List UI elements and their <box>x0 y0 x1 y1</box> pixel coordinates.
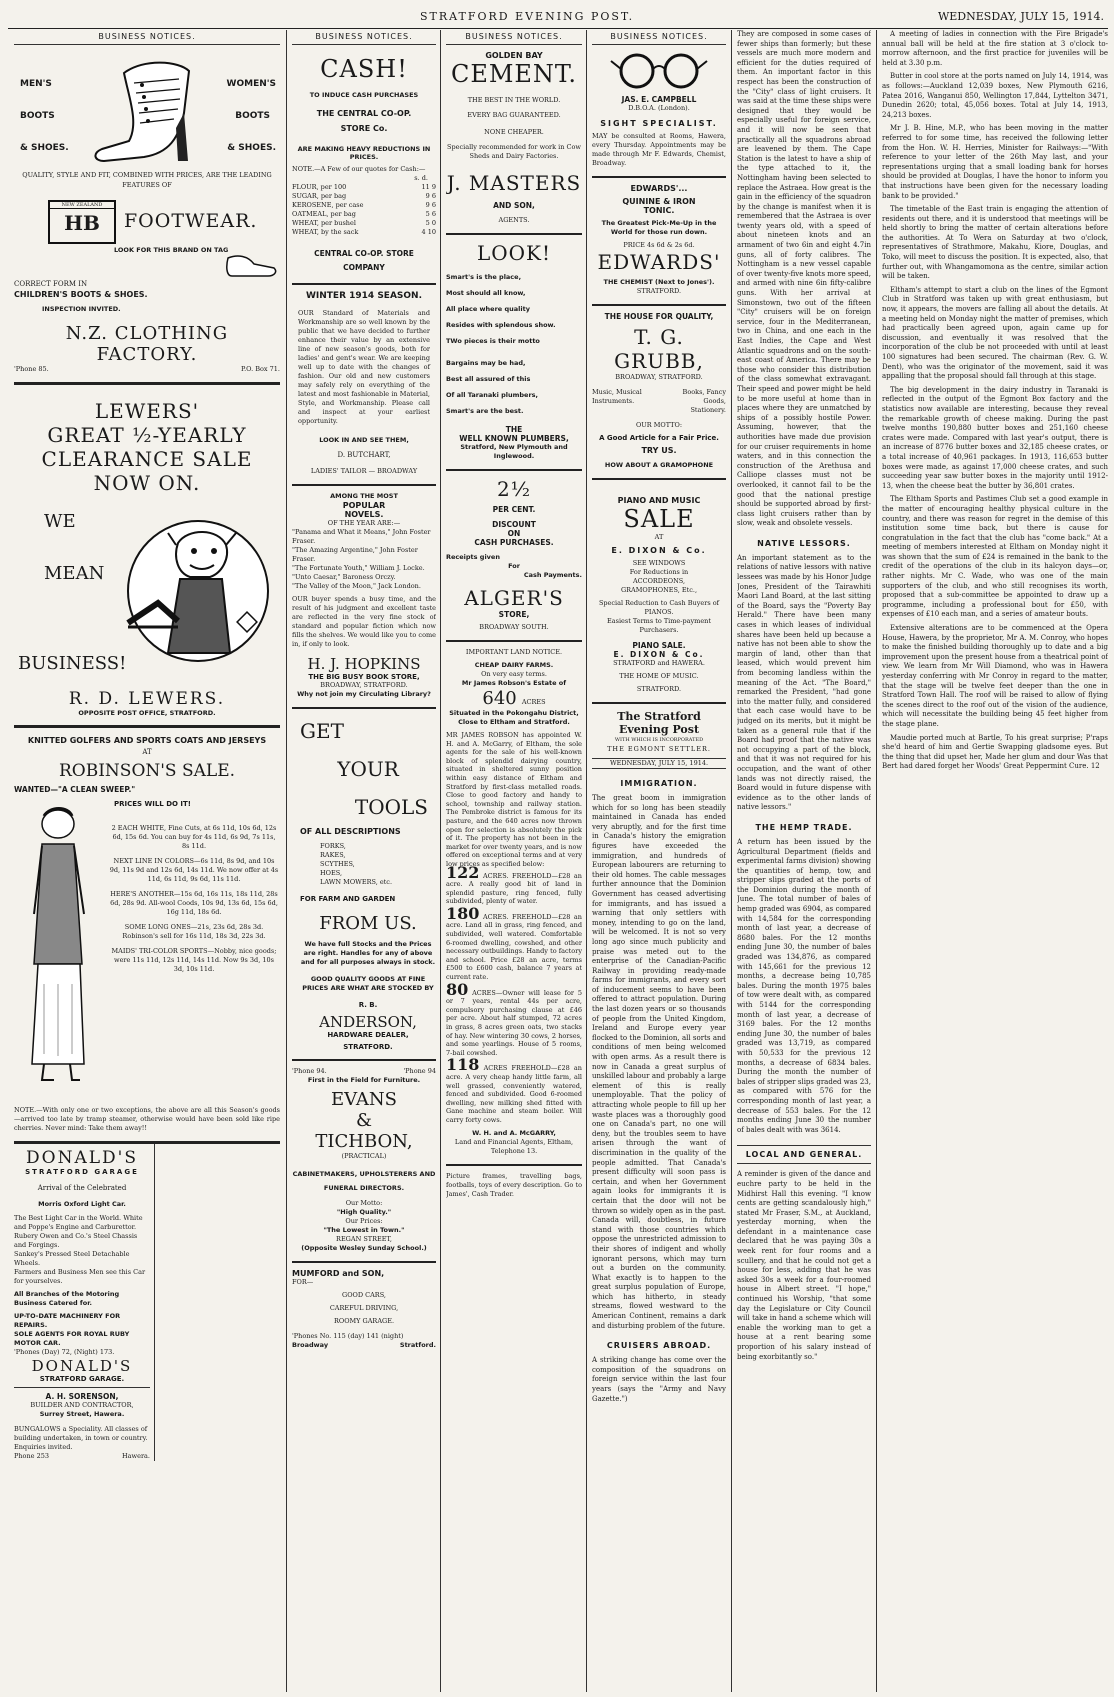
our-prices-label: Our Prices: <box>345 1216 383 1225</box>
tonic-word: TONIC. <box>643 206 675 215</box>
incorporated-text: WITH WHICH IS INCORPORATED <box>614 737 704 743</box>
list-item: TWo pieces is their motto <box>446 337 540 345</box>
boots-label: BOOTS <box>235 111 270 121</box>
now-on: NOW ON. <box>93 470 201 495</box>
piano-music: PIANO AND MUSIC <box>617 496 701 505</box>
lady-figure-illustration-icon <box>14 804 100 1084</box>
tailor-line: LADIES' TAILOR — BROADWAY <box>310 466 418 475</box>
list-item: All Branches of the Motoring Business Catered for. <box>14 1289 120 1307</box>
we-have-text: We have full Stocks and the Prices are right. Handles for any of above and for all purposes always in stock. <box>300 939 436 966</box>
news-paragraph: Extensive alterations are to be commenced at the Opera House, Hawera, by the proprietor, Mr A. M. Conroy, who hopes to make the finished building thoroughly up to date and a big improvement upon the present house from a theatrical point of view. We learn from Mr Will Diamond, who was in Hawera yesterday conferring with Mr Conroy in regard to the matter, that the stage will be twelve feet deeper than the one in Stratford Town Hall. The roof will be raised to allow of flying the scenes direct to the roof out of the vision of the audience, which will necessitate the building being 45 feet higher from the stage plane. <box>882 624 1108 728</box>
at-word: AT <box>654 533 664 541</box>
campbell-name: JAS. E. CAMPBELL <box>621 95 697 104</box>
column-header: BUSINESS NOTICES. <box>592 30 726 45</box>
list-item: Most should all know, <box>446 289 526 297</box>
settler-title: THE EGMONT SETTLER. <box>607 745 711 753</box>
news-paragraph: Mr J. B. Hine, M.P., who has been moving in the matter referred to for some time, has received the following letter from the Hon. W. H. Herries, Minister for Railways:—"With reference to your letter of the 26th May last, and your representations urging that a small loading bank for horses should be provided at Douglas, I have the honor to inform you that instructions have been given for the necessary loading bank to be provided." <box>882 124 1108 200</box>
price-items-list <box>108 818 280 980</box>
opposite-school: (Opposite Wesley Sunday School.) <box>301 1243 427 1252</box>
news-paragraph: The timetable of the East train is engaging the attention of residents out there, and it is understood that meetings will be held shortly to bring the matter of certain alterations before the authorities. At To Wera on Saturday at two o'clock, representatives of Strathmore, Makahu, Kiore, Douglas, and Toko, will meet to discuss the position. It is expected, also, that further out, with Whangamomona as the centre, similar action will be taken. <box>882 205 1108 281</box>
novels-text: NOVELS. <box>344 509 384 519</box>
pianos-word: PIANOS. <box>644 608 674 616</box>
cruisers-article-continued: They are composed in some cases of fewer ships than formerly; but these vessels are much more modern and efficient for the duties required of them. An important factor in this respect has been the construction of the "City" class of light cruisers. It was said at the time these ships were designed that they would be especially useful for foreign service, and it will now be seen that practically all the squadrons abroad are leavened by them. The Cape Station is the latest to have a ship of the type attached to it, the Nottingham having been selected to replace the Astraea. How great is the gain in the efficiency of the squadron by the change is manifest when it is remembered that the Astraea is over twenty years old, with a speed of about nineteen knots and an armament of two 6in and eight 4.7in guns, all of forty calibres. The Nottingham is a new vessel capable of over twenty-five knots more speed, and armed with nine 6in fifty-calibre guns. With her arrival at Simonstown, two out of the fifteen "City" cruisers will be on foreign service, four in the Mediterranean, two in China, and one each in the East Indies, the Cape and West Atlantic squadrons and on the south-east coast of America. There may be those who consider this distribution of the class somewhat extravagant. Their speed and power might be held to be more useful at home than in places where they are unmatched by ships of a possibly hostile Power. Assuming, however, that the authorities have made due provision for our cruiser requirements in home waters, and in this connection the construction of the Arethusa and Calliope classes must not be overlooked, it cannot fail to be the good that the national prestige should be supported abroad by first-class light cruisers rather than by slow, weak and obsolete vessels. <box>737 30 871 528</box>
price-row: SUGAR, per bag 9 6 <box>292 192 436 200</box>
winter-season: WINTER 1914 SEASON. <box>292 283 436 301</box>
and-son: AND SON, <box>493 201 535 210</box>
column-rule <box>876 30 877 1692</box>
on-word: ON <box>507 529 521 538</box>
circulating-library: Why not join my Circulating Library? <box>297 689 431 698</box>
sight-specialist: SIGHT SPECIALIST. <box>600 119 718 128</box>
donalds-heading: DONALD'S <box>26 1148 138 1168</box>
lot-item: 122 ACRES. FREEHOLD—£28 an acre. A really good bit of land in splendid pasture, ring fenced, fully subdivided, plenty of water. <box>446 862 582 906</box>
consult-text: MAY be consulted at Rooms, Hawera, every Thursday. Appointments may be made through Mr F. Edwards, Chemist, Broadway. <box>592 132 726 167</box>
news-paragraph: Butter in cool store at the ports named on July 14, 1914, was as follows:—Auckland 12,039 boxes, New Plymouth 6216, Patea 2016, Wanganui 850, Wellington 17,844, Lyttelton 3471, Dunedin 2620; total, 45,056 boxes. Total at July 14, 1913, 24,213 boxes. <box>882 72 1108 119</box>
evening-post-title: The Stratford Evening Post <box>617 710 701 736</box>
news-paragraph: The Eltham Sports and Pastimes Club set a good example in the matter of encouraging healthy physical culture in the country, and there was reason for regret in the demise of this institution some time back, but there is cause for congratulation in the fact that the club has "come back." At a meeting of members interested at Eltham on Monday night it was shown that the sum of £24 is remained in the bank to the credit of the operations of the club in its halcyon days—or, rather nights. Mr C. Wade, who was one of the main supporters of the club, and who still recognises its worth, proposed that a sub-committee be appointed to draw up a programme, including a professional bout for £50, with expenses of £10 each man, and a series of amateur bouts. <box>882 495 1108 619</box>
shoes-label: & SHOES. <box>227 143 276 153</box>
list-item: MAIDS' TRI-COLOR SPORTS—Nobby, nice goods; were 11s 11d, 12s 11d, 14s 11d. Now 9s 3d, 10s 3d, 10s 11d. <box>111 947 277 973</box>
high-quality: "High Quality." <box>336 1207 392 1216</box>
clearance-sale: CLEARANCE SALE <box>41 446 253 471</box>
practical-text: (PRACTICAL) <box>341 1151 387 1160</box>
alger-name: ALGER'S <box>464 586 564 610</box>
regan-street: REGAN STREET, <box>336 1234 392 1243</box>
column-header: BUSINESS NOTICES. <box>292 30 436 45</box>
special-reduction: Special Reduction to Cash Buyers of <box>598 599 720 607</box>
brand-letters: HB <box>64 211 100 235</box>
golden-bay: GOLDEN BAY <box>485 51 543 60</box>
first-in-field: First in the Field for Furniture. <box>307 1075 421 1084</box>
greatest-tonic: The Greatest Pick-Me-Up in the World for those run down. <box>601 219 717 236</box>
boots-advert <box>14 51 280 171</box>
motto-label: Our Motto: <box>345 1198 383 1207</box>
music-text: Music, Musical Instruments. <box>592 388 642 405</box>
boots-label: BOOTS <box>20 111 55 121</box>
roomy-garage: ROOMY GARAGE. <box>333 1316 395 1325</box>
childrens-boots: CHILDREN'S BOOTS & SHOES. <box>14 289 148 299</box>
cheap-dairy-farms: CHEAP DAIRY FARMS. <box>474 661 554 669</box>
look-in-text: LOOK IN AND SEE THEM, <box>319 436 409 444</box>
lot-item: 180 ACRES. FREEHOLD—£28 an acre. Land all in grass, ring fenced, and subdivided, well watered. Comfortable 6-roomed dwelling, cowshed, and other necessary outbuildings. Handy to factory and school. Price £28 an acre, terms £500 to £600 cash, balance 7 years at current rate. <box>446 903 582 982</box>
list-item: Farmers and Business Men see this Car for yourselves. <box>14 1267 146 1285</box>
list-item: Smart's are the best. <box>446 407 524 415</box>
price-row: FLOUR, per 100 11 9 <box>292 183 436 191</box>
acrostic-list <box>446 269 582 419</box>
cabinetmakers-text: CABINETMAKERS, UPHOLSTERERS AND FUNERAL DIRECTORS. <box>292 1169 436 1192</box>
central-store-company: CENTRAL CO-OP. STORE COMPANY <box>314 249 414 272</box>
phone-number: Phone 253 <box>14 1451 49 1460</box>
books-text: Books, Fancy Goods, Stationery. <box>682 388 726 414</box>
morris-car: Morris Oxford Light Car. <box>38 1199 126 1208</box>
list-item: SOME LONG ONES—21s, 23s 6d, 28s 3d. Robinson's sell for 16s 11d, 18s 3d, 22s 3d. <box>122 923 266 940</box>
masthead <box>0 0 1114 26</box>
none-cheaper: NONE CHEAPER. <box>484 128 544 136</box>
stratford-text: STRATFORD. <box>636 287 682 295</box>
well-known-plumbers: WELL KNOWN PLUMBERS, <box>459 434 569 443</box>
donalds-garage-ad <box>14 1144 155 1461</box>
stratford-text: STRATFORD. <box>343 1042 393 1051</box>
list-item: Best all assured of this <box>446 375 531 383</box>
donalds-heading: DONALD'S <box>31 1356 133 1375</box>
article-heading: CRUISERS ABROAD. <box>606 1341 712 1351</box>
butchart-name: D. BUTCHART, <box>337 451 391 459</box>
phone-number: 'Phone 85. <box>14 364 49 373</box>
boot-illustration-icon <box>84 53 214 169</box>
top-rule <box>8 28 1108 29</box>
good-cars: GOOD CARS, <box>342 1290 386 1299</box>
prices-will-do-it: PRICES WILL DO IT! <box>114 800 191 808</box>
column-rule <box>286 30 287 1692</box>
quality-text: QUALITY, STYLE AND FIT, COMBINED WITH PRICES, ARE THE LEADING FEATURES OF <box>22 171 272 189</box>
easiest-terms: Easiest Terms to Time-payment Purchasers. <box>607 617 711 634</box>
tichbon-name: TICHBON, <box>315 1130 413 1152</box>
list-item: "Panama and What it Means," John Foster Fraser. <box>292 527 431 545</box>
receipts-given: Receipts given <box>446 553 500 561</box>
price-row: WHEAT, by the sack 4 10 <box>292 228 436 236</box>
broadway-south: BROADWAY SOUTH. <box>479 623 549 631</box>
lot-item: 80 ACRES—Owner will lease for 5 or 7 years, rental 44s per acre, compulsory purchasing clause at £46 per acre. About half stumped, 72 acres in grass, 8 acres green oats, two stacks of hay. New wintering 30 cows, 2 horses, and some yearlings. House of 5 rooms, 7-bail cowshed. <box>446 979 582 1057</box>
list-item: Of all Taranaki plumbers, <box>446 391 539 399</box>
quinine-iron: QUININE & IRON <box>622 197 696 206</box>
mean-word: MEAN <box>44 562 105 584</box>
list-item: FORKS, <box>320 841 346 850</box>
knitted-golfers: KNITTED GOLFERS AND SPORTS COATS AND JERSEYS <box>27 735 267 745</box>
list-item: Rubery Owen and Co.'s Steel Chassis and Forgings. <box>14 1231 138 1249</box>
column-rule <box>586 30 587 1692</box>
dboa-text: D.B.O.A. (London). <box>628 104 690 112</box>
evans-name: EVANS <box>331 1088 397 1110</box>
easy-terms: On very easy terms. <box>481 670 547 678</box>
lot-item: 118 ACRES FREEHOLD—£28 an acre. A very cheap handy little farm, all well grassed, conveniently watered, fenced and subdivided. Good 6-roomed dwelling, new milking shed fitted with Gane machine and steam boiler. Will carry forty cows. <box>446 1055 582 1124</box>
list-item: NEXT LINE IN COLORS—6s 11d, 8s 9d, and 10s 9d, 11s 9d and 12s 6d, 14s 11d. We now offer at 4s 11d, 6s 11d, 9s 6d, 11s 11d. <box>109 857 279 883</box>
column-2: BUSINESS NOTICES. CASH! TO INDUCE CASH PURCHASES THE CENTRAL CO-OP. STORE Co. ARE MAKING HEAVY REDUCTIONS IN PRICES. NOTE.—A Few of our quotes for Cash:— s. d. FLOUR, per 100 11 9 SUGAR, per bag 9 6 KEROSENE, per case 9 6 OATMEAL, per bag 5 6 WHEAT, per bushel 5 0 WHEAT, by the sack 4 10 CENTRAL CO-OP. STORE COMPANY WINTER 1914 SEASON. OUR Standard of Materials and Workmanship are so well known by the public that we have decided to further enhance their value by an extensive line of new season's goods, both for ladies' and gent's wear. We are keeping well up to date with the changes of fashion. Our old and new customers may safely rely on everything of the latest and most fashionable in Material, Style, and Workmanship. Please call and inspect at your earliest opportunity. LOOK IN AND SEE THEM, D. BUTCHART, LADIES' TAILOR — BROADWAY AMONG THE MOST POPULAR NOVELS. OF THE YEAR ARE:— "Panama and What it Means," John Foster Fraser. "The Amazing Argentine," John Foster Fraser. "The Fortunate Youth," William J. Locke. "Unto Caesar," Baroness Orczy. "The Valley of the Moon," Jack London. OUR buyer spends a busy time, and the result of his judgment and excellent taste are reflected in the very fine stock of standard and popular fiction which now fills the shelves. We would like you to come in, if only to look. H. J. HOPKINS THE BIG BUSY BOOK STORE, BROADWAY, STRATFORD. Why not join my Circulating Library? GET YOUR TOOLS OF ALL DESCRIPTIONS FORKS, RAKES, SCYTHES, HOES, LAWN MOWERS, etc. FOR FARM AND GARDEN FROM US. We have full Stocks and the Prices are right. Handles for any of above and for all purposes always in stock. GOOD QUALITY GOODS AT FINE PRICES ARE WHAT ARE STOCKED BY R. B. ANDERSON, HARDWARE DEALER, STRATFORD. 'Phone 94. 'Phone 94 First in the Field for Furniture. EVANS & TICHBON, (PRACTICAL) CABINETMAKERS, UPHOLSTERERS AND FUNERAL DIRECTORS. Our Motto: "High Quality." Our Prices: "The Lowest in Town." REGAN STREET, (Opposite Wesley Sunday School.) MUMFORD and SON, FOR— GOOD CARS, CAREFUL DRIVING, ROOMY GARAGE. 'Phones No. 115 (day) 141 (night) Broadway Stratford. <box>292 32 436 1349</box>
native-lessors-article: An important statement as to the relations of native lessors with native lessees was made by his Honor Judge Jones, President of the Tairawhiti Maori Land Board, at the last sitting of the Board, says the "Poverty Bay Herald." There have been many cases in which leases of individual shares have been held up because a native has not been able to show the margin of land, other than that leased, which would prevent him from becoming landless within the meaning of the Act. "The Board," remarked the President, "had gone into the matter fully, and considered that each case would have to be judged on its merits, but it might be taken as a general rule that if the Board had proof that the native was not occupying a part of the block, and that it was not required for his occupation, and the want of other lands was not directly raised, the Board would in future dispense with evidence as to the other lands of native lessors." <box>737 553 871 812</box>
edwards-name: EDWARDS' <box>597 250 721 274</box>
clothing-factory-heading: N.Z. CLOTHING FACTORY. <box>65 322 229 365</box>
per-cent: PER CENT. <box>492 505 536 514</box>
popular-text: POPULAR <box>342 500 386 510</box>
list-item: HOES, <box>320 868 343 877</box>
central-coop: THE CENTRAL CO-OP. <box>316 109 412 118</box>
chemist-text: THE CHEMIST (Next to Jones'). <box>603 278 715 286</box>
cash-purchases: CASH PURCHASES. <box>474 538 554 547</box>
dixon-name: E. DIXON & Co. <box>611 546 707 555</box>
price-row: WHEAT, per bushel 5 0 <box>292 219 436 227</box>
good-article: A Good Article for a Fair Price. <box>599 434 719 442</box>
stratford-text: STRATFORD. <box>636 685 682 693</box>
masters-name: J. MASTERS <box>446 171 582 195</box>
of-year-text: OF THE YEAR ARE:— <box>327 518 401 527</box>
your-word: YOUR <box>337 756 399 781</box>
store-word: STORE, <box>498 610 530 619</box>
lowest-in-town: "The Lowest in Town." <box>323 1225 405 1234</box>
motto-label: OUR MOTTO: <box>635 421 683 429</box>
percent-value: 2½ <box>496 477 532 501</box>
good-quality-text: GOOD QUALITY GOODS AT FINE PRICES ARE WHAT ARE STOCKED BY <box>302 974 434 992</box>
list-item: "Unto Caesar," Baroness Orczy. <box>292 572 396 581</box>
womens-label: WOMEN'S <box>226 79 276 89</box>
phone-numbers: 'Phones No. 115 (day) 141 (night) <box>292 1331 404 1340</box>
we-mean-business-block <box>14 503 280 689</box>
farm-garden: FOR FARM AND GARDEN <box>300 894 396 903</box>
quotes-note: NOTE.—A Few of our quotes for Cash:— <box>292 165 426 173</box>
hardware-dealer: HARDWARE DEALER, <box>327 1030 409 1039</box>
shoes-label: & SHOES. <box>20 143 69 153</box>
discount-word: DISCOUNT <box>492 520 536 529</box>
footwear-heading: FOOTWEAR. <box>124 210 258 232</box>
list-item: Smart's is the place, <box>446 273 522 281</box>
buyer-text: OUR buyer spends a busy time, and the result of his judgment and excellent taste are reflected in the very fine stock of standard and popular fiction which now fills the shelves. We would like you to come in, if only to look. <box>292 594 436 648</box>
reductions-text: ARE MAKING HEAVY REDUCTIONS IN PRICES. <box>297 145 431 161</box>
tools-word: TOOLS <box>354 794 428 819</box>
for-label: FOR— <box>292 1277 314 1286</box>
best-in-world: THE BEST IN THE WORLD. <box>467 96 561 104</box>
stratford-text: Stratford. <box>399 1340 436 1349</box>
list-item: 'Phones (Day) 72, (Night) 173. <box>14 1347 115 1356</box>
shoe-icon <box>224 252 278 278</box>
wanted-clean-sweep: WANTED—"A CLEAN SWEEP." <box>14 785 136 794</box>
article-heading: THE HEMP TRADE. <box>755 822 853 832</box>
stratford-hawera: STRATFORD and HAWERA. <box>613 659 705 667</box>
induce-text: TO INDUCE CASH PURCHASES <box>309 91 419 99</box>
store-co: STORE Co. <box>340 124 388 133</box>
novel-list <box>292 528 436 591</box>
column-header: BUSINESS NOTICES. <box>14 30 280 45</box>
every-bag: EVERY BAG GUARANTEED. <box>467 111 561 119</box>
robinsons-sale: ROBINSON'S SALE. <box>58 761 236 781</box>
garage-heading: STRATFORD GARAGE. <box>39 1374 125 1383</box>
po-box: P.O. Box 71. <box>241 364 280 373</box>
list-item: UP-TO-DATE MACHINERY FOR REPAIRS. <box>14 1311 121 1329</box>
gramophones: GRAMOPHONES, Etc., <box>620 586 698 594</box>
list-item: LAWN MOWERS, etc. <box>320 877 393 886</box>
see-windows: SEE WINDOWS <box>632 559 686 567</box>
tool-list <box>320 842 436 887</box>
cash-payments: Cash Payments. <box>523 571 582 579</box>
cruisers-article: A striking change has come over the composition of the squadrons on foreign service within the last four years (says the "Army and Navy Gazette.") <box>592 1356 726 1403</box>
hb-brand-logo <box>48 200 116 244</box>
column-rule <box>440 30 441 1692</box>
we-word: WE <box>44 510 76 532</box>
robinson-note: NOTE.—With only one or two exceptions, the above are all this Season's goods—arrived too late by tramp steamer, otherwise would have been sold like ripe cherries. Never mind: Take them away!! <box>14 1106 280 1132</box>
immigration-article: The great boom in immigration which for so long has been steadily maintained in Canada has ended very abruptly, and for the first time in Canada's history the emigration figures have exceeded the immigration, and hundreds of European labourers are returning to their old homes. The cable messages further announce that the Dominion Government has ceased advertising for immigrants, and has issued a warning that only settlers with money, intending to go on the land, will be welcomed. It is not so very long ago since much publicity and praise was meted out to the enterprise of the Canadian-Pacific Railway in providing ready-made farms for immigrants, and every sort of inducement seems to have been offered to attract population. During the last dozen years or so thousands of people from the United Kingdom, Ireland and Europe every year flocked to the Dominion, all sorts and conditions of men being welcomed with open arms. As a result there is now in Canada a great surplus of unskilled labour and probably a large element of this is really unemployable. That the policy of attracting whole people to fill up her waste places was a thoroughly good one on Canada's part, no one will deny, but the troubles seem to have arisen through the want of discrimination in the quality of the people admitted. That Canada's present difficulty will soon pass is certain, and when her Government again looks for immigrants it is certain that the door will not be thrown so widely open as in the past. Canada will, doubtless, in future stand with those countries which oppose the unrestricted admission to their shores of indigent and wholly ignorant persons, which may turn out a burden on the community. What exactly is to happen to the great surplus population of Europe, which has hitherto, in steady streams, flowed westward to the American Continent, remains a dark and disturbing problem of the future. <box>592 794 726 1330</box>
phone-number: 'Phone 94. <box>292 1066 327 1075</box>
grubb-name: T. G. GRUBB, <box>614 325 704 373</box>
important-notice: IMPORTANT LAND NOTICE. <box>465 648 563 656</box>
house-quality: THE HOUSE FOR QUALITY, <box>604 312 714 321</box>
list-item: "The Valley of the Moon," Jack London. <box>292 581 421 590</box>
broadway-text: BROADWAY, STRATFORD. <box>615 373 703 381</box>
issue-date: WEDNESDAY, JULY 15, 1914. <box>592 758 726 769</box>
pictures-notice: Picture frames, travelling bags, footballs, toys of every description. Go to James', Cash Trader. <box>446 1164 582 1199</box>
list-item: "The Fortunate Youth," William J. Locke. <box>292 563 425 572</box>
list-item: HERE'S ANOTHER—15s 6d, 16s 11s, 18s 11d, 28s 6d, 28s 9d. All-wool Coods, 10s 9d, 13s 6d, 15s 6d, 16g 11d, 18s 6d. <box>110 890 278 916</box>
edwards-heading: EDWARDS'... <box>630 184 688 193</box>
telephone: Telephone 13. <box>490 1146 538 1155</box>
for-reductions: For Reductions in <box>629 568 689 576</box>
price-row: OATMEAL, per bag 5 6 <box>292 210 436 218</box>
column-rule <box>731 30 732 1692</box>
robson-estate: Mr James Robson's Estate of <box>461 679 567 687</box>
list-item: The Best Light Car in the World. White and Poppe's Engine and Carburettor. <box>14 1213 143 1231</box>
brand-nz: NEW ZEALAND <box>50 202 114 209</box>
at-word: AT <box>142 747 152 756</box>
look-heading: LOOK! <box>476 241 552 265</box>
list-item: RAKES, <box>320 850 346 859</box>
from-us: FROM US. <box>319 912 417 934</box>
inspection-invited: INSPECTION INVITED. <box>42 304 121 313</box>
list-item: Resides with splendous show. <box>446 321 556 329</box>
broadway-text: BROADWAY, STRATFORD. <box>320 680 408 689</box>
of-all-descriptions: OF ALL DESCRIPTIONS <box>300 826 401 836</box>
rb-initials: R. B. <box>358 1000 378 1009</box>
business-word: BUSINESS! <box>18 652 127 674</box>
land-notice-body: MR JAMES ROBSON has appointed W. H. and A. McGarry, of Eltham, the sole agents for the sale of his well-known block of splendid dairying country, situated in sheltered sunny position within easy distance of Eltham and Stratford by first-class metalled roads. Close to good factory and handy to school, township and railway station. The Pembroke district is famous for its pasture, and the 640 acres now thrown open for selection is absolutely the pick of it. The property has not been in the market for over twenty years, and is now offered on exceptional terms and at very low prices as specified below: <box>446 731 582 868</box>
try-us: TRY US. <box>641 446 677 455</box>
mumford-name: MUMFORD and SON, <box>292 1268 385 1278</box>
get-word: GET <box>300 718 344 743</box>
arrival-text: Arrival of the Celebrated <box>37 1184 127 1192</box>
news-paragraph: The big development in the dairy industry in Taranaki is reflected in the output of the Egmont Box factory and the statistics now available are interesting, because they reveal the remarkable growth of cheese making. During the past twelve months 190,880 butter boxes and 251,160 cheese crates were made. Compared with last year's output, there is an increase of 8776 butter boxes and 32,185 cheese crates, or a total increase of 40,961 packages. In 1913, 116,653 butter boxes were made, as against 17,000 cheese crates, and such succeeding year saw butter boxes in the majority until 1912-13, when the cheese beat the butter by 36,801 crates. <box>882 385 1108 490</box>
price-row: KEROSENE, per case 9 6 <box>292 201 436 209</box>
the-word: THE <box>505 425 523 434</box>
anderson-name: ANDERSON, <box>319 1012 417 1031</box>
masthead-date: WEDNESDAY, JULY 15, 1914. <box>937 10 1104 23</box>
bungalows-text: BUNGALOWS a Speciality. All classes of building undertaken, in town or country. Enquiries invited. <box>14 1424 148 1451</box>
great-yearly: GREAT ½-YEARLY <box>47 422 247 447</box>
list-item: All place where quality <box>446 305 530 313</box>
builder-text: BUILDER AND CONTRACTOR, <box>30 1400 134 1409</box>
local-general-article: A reminder is given of the dance and euchre party to be held in the Midhirst Hall this evening. "I know cents are getting scandalously high," stated Mr Fraser, S.M., at Auckland, yesterday morning, when the defendant in a maintenance case declared that he was paying 30s a week rent for four rooms and a scullery, and that he could not get a house for less, adding that he was asked 30s a week for a four-roomed house in Albert street. "I hope," continued his Worship, "that some day the Legislature or City Council will take in hand a scheme which will enable the working man to get a house at a rent bearing some proportion of his salary instead of being exorbitantly so." <box>737 1170 871 1361</box>
among-text: AMONG THE MOST <box>330 491 398 500</box>
opposite-post-office: OPPOSITE POST OFFICE, STRATFORD. <box>78 708 216 717</box>
ampersand: & <box>355 1109 373 1131</box>
standard-text: OUR Standard of Materials and Workmanship are so well known by the public that we have decided to further enhance their value by an extensive line of new season's goods, both for ladies' and gent's wear. We are keeping well up to date with the changes of fashion. Our old and new customers may safely rely on everything of the latest and most fashionable in Material, Style, and Workmanship. Please call and inspect at your earliest opportunity. <box>298 309 430 425</box>
cement-heading: CEMENT. <box>450 60 578 88</box>
hemp-trade-article: A return has been issued by the Agricultural Department (fields and experimental farms division) showing the quantities of hemp, tow, and stripper slips graded at the ports of the Dominion during the month of June. The total number of bales of hemp graded was 6904, as compared with 14,584 for the corresponding month of last year, a decrease of 8680 bales. For the 12 months ending June 30, the number of bales graded was 134,876, as compared with 145,661 for the previous 12 months, a decrease being 10,785 bales. During the month 1975 bales of tow were dealt with, as compared with 5144 for the corresponding month of last year, a decrease of 3169 bales. For the 12 months ending June 30, the number of bales graded was 13,719, as compared with 50,533 for the previous 12 months, a decrease of 6834 bales. During the month the number of bales of stripper slips graded was 23, as compared with 576 for the corresponding month of last year, a decrease of 553 bales. For the 12 months ending June 30 the number of bales dealt with was 3614. <box>737 837 871 1134</box>
spectacles-icon <box>609 51 709 91</box>
for-word: For <box>508 562 520 570</box>
acres-word: ACRES <box>521 698 546 706</box>
sorenson-name: A. H. SORENSON, <box>45 1391 119 1401</box>
list-item: Bargains may be had, <box>446 359 526 367</box>
price-list <box>292 183 436 237</box>
agents-label: AGENTS. <box>498 216 530 224</box>
article-heading: IMMIGRATION. <box>620 779 698 788</box>
situated-text: Situated in the Pokongahu District, Close to Eltham and Stratford. <box>449 709 579 726</box>
column-3 <box>446 30 582 1692</box>
list-item: SOLE AGENTS FOR ROYAL RUBY MOTOR CAR. <box>14 1329 130 1347</box>
sale-heading: SALE <box>623 505 695 533</box>
column-5 <box>737 30 871 1692</box>
column-6 <box>882 30 1108 1692</box>
dixon-name: E. DIXON & Co. <box>613 650 705 659</box>
piano-sale: PIANO SALE. <box>632 641 686 650</box>
mens-label: MEN'S <box>20 79 52 89</box>
list-item: "The Amazing Argentine," John Foster Fraser. <box>292 545 418 563</box>
mcgarry-name: W. H. and A. McGARRY, <box>472 1128 556 1137</box>
home-of-music: THE HOME OF MUSIC. <box>619 672 699 680</box>
town-name: Hawera. <box>121 1451 150 1460</box>
hopkins-name: H. J. HOPKINS <box>307 654 421 673</box>
newspaper-title: STRATFORD EVENING POST. <box>420 10 635 23</box>
gramophone-text: HOW ABOUT A GRAMOPHONE <box>604 461 714 469</box>
correct-form: CORRECT FORM IN <box>14 280 88 288</box>
specially-recommended: Specially recommended for work in Cow Sheds and Dairy Factories. <box>447 143 581 160</box>
footwear-brand-block <box>14 190 280 280</box>
news-paragraph: Eltham's attempt to start a club on the lines of the Egmont Club in Stratford was taken up with great enthusiasm, but now, it appears, the movers are falling all about the details. At a meeting held on Monday night the matter of premises, which had practically been agreed upon, again came up for discussion, and eventually it was resolved that the incorporation of the club be not proceeded with until at least 100 signatures had been secured. The chairman (Rev. G. W. Dent), who was the originator of the movement, said it was appalling that the proposal should fall through at this stage. <box>882 285 1108 381</box>
list-item: SCYTHES, <box>320 859 355 868</box>
cartoon-man-illustration-icon <box>118 503 278 679</box>
news-paragraph: Maudie ported much at Bartle, To his great surprise; P'raps she'd heard of him and Gertie Swapping gladsome eyes. But the thing that did upset her, Made her glum and dour Was that Bert had dared forget her Woods' Great Peppermint Cure. 12 <box>882 733 1108 771</box>
surrey-street: Surrey Street, Hawera. <box>39 1409 125 1418</box>
land-agents: Land and Financial Agents, Eltham, <box>454 1137 574 1146</box>
big-busy-bookstore: THE BIG BUSY BOOK STORE, <box>308 672 420 681</box>
list-item: Sankey's Pressed Steel Detachable Wheels. <box>14 1249 130 1267</box>
garage-heading: STRATFORD GARAGE <box>25 1168 139 1176</box>
acres-number: 640 <box>482 688 517 709</box>
article-heading: LOCAL AND GENERAL. <box>737 1145 871 1164</box>
phone-number: 'Phone 94 <box>403 1066 436 1075</box>
list-item: 2 EACH WHITE, Fine Cuts, at 6s 11d, 10s 6d, 12s 6d, 15s 6d. You can buy for 4s 11d, 6s 9d, 7s 11s, 8s 11d. <box>111 824 277 850</box>
locations-text: Stratford, New Plymouth and Inglewood. <box>460 443 568 460</box>
broadway-text: Broadway <box>292 1340 329 1349</box>
accordeons: ACCORDEONS, <box>632 577 686 585</box>
look-for-brand: LOOK FOR THIS BRAND ON TAG <box>114 246 229 254</box>
lewers-heading: LEWERS' <box>94 398 200 423</box>
price-text: PRICE 4s 6d & 2s 6d. <box>623 241 695 249</box>
column-4 <box>592 30 726 1692</box>
cash-heading: CASH! <box>320 55 408 83</box>
news-paragraph: A meeting of ladies in connection with the Fire Brigade's annual ball will be held at the fire station at 3 o'clock to-morrow afternoon, and the first practice for juveniles will be held at 3.30 p.m. <box>882 30 1108 67</box>
article-heading: NATIVE LESSORS. <box>757 538 851 548</box>
careful-driving: CAREFUL DRIVING, <box>329 1303 399 1312</box>
column-header: BUSINESS NOTICES. <box>446 30 582 45</box>
column-1 <box>14 30 280 1692</box>
rd-lewers-name: R. D. LEWERS. <box>68 688 226 709</box>
